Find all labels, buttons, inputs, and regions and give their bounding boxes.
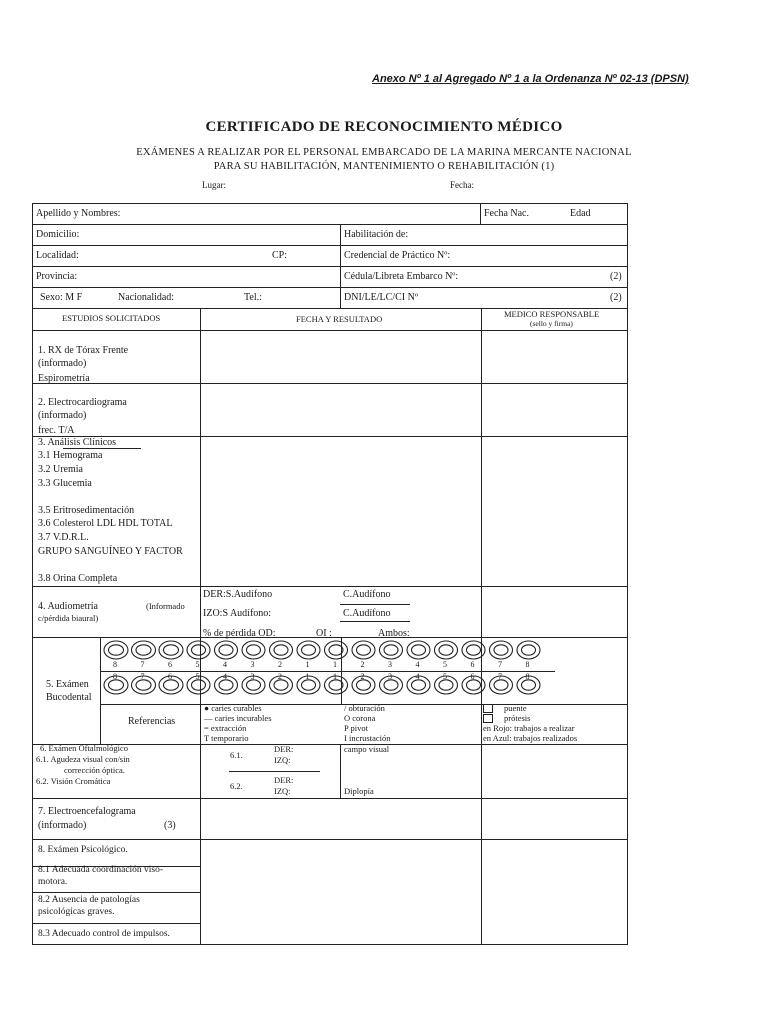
tooth-outline: [325, 641, 348, 659]
s6-campo-visual: campo visual: [344, 744, 390, 754]
localidad-label: Localidad:: [36, 250, 79, 261]
tooth-number: 4: [415, 660, 420, 669]
tooth-number: 4: [223, 660, 227, 669]
provincia-label: Provincia:: [36, 271, 78, 282]
tel-label: Tel.:: [244, 292, 262, 303]
s6-diplopia: Diplopía: [344, 786, 374, 796]
tooth-number: 5: [195, 672, 200, 681]
protesis-checkbox-icon: [484, 715, 493, 723]
tooth-outline: [215, 641, 238, 659]
tooth-inner: [439, 645, 453, 655]
tooth-outline: [352, 641, 375, 659]
tooth-inner: [412, 645, 426, 655]
tooth-inner: [274, 645, 288, 655]
ref-en-azul: en Azul: trabajos realizados: [483, 733, 578, 743]
ref-corona: O corona: [344, 713, 376, 723]
tooth-inner: [109, 645, 124, 655]
s4-c-audifono-2: C.Audífono: [343, 608, 391, 619]
s3-vdrl: 3.7 V.D.R.L.: [38, 532, 89, 543]
s4-ambos: Ambos:: [378, 628, 410, 639]
tooth-outline: [407, 641, 430, 659]
s4-izq-s-audifono: IZO:S Audífono:: [203, 608, 272, 619]
annex-reference: Anexo Nº 1 al Agregado Nº 1 a la Ordenanza Nº 02-13 (DPSN): [372, 73, 689, 85]
col-fecha-resultado-header: FECHA Y RESULTADO: [296, 314, 383, 324]
tooth-inner: [136, 645, 151, 655]
s4-der-s-audifono: DER:S.Audífono: [203, 589, 273, 600]
tooth-number: 2: [360, 660, 365, 669]
s3-glucemia: 3.3 Glucemia: [38, 478, 92, 489]
s7-informado: (informado): [38, 820, 87, 831]
tooth-number: 7: [140, 660, 145, 669]
tooth-outline: [187, 641, 210, 659]
tooth-outline: [297, 641, 320, 659]
s8-heading: 8. Exámen Psicológico.: [38, 845, 128, 855]
fecha-label: Fecha:: [450, 180, 474, 190]
tooth-inner: [384, 645, 398, 655]
tooth-number: 2: [278, 660, 282, 669]
s3-orina: 3.8 Orina Completa: [38, 573, 118, 584]
s8-motora: motora.: [38, 877, 68, 887]
s6-izq-1: IZQ:: [274, 755, 291, 765]
tooth-outline: [517, 641, 540, 659]
s7-electroencefalograma: 7. Electroencefalograma: [38, 806, 136, 817]
s1-espirometria: Espirometría: [38, 373, 90, 384]
tooth-inner: [302, 645, 316, 655]
s2-frec-ta: frec. T/A: [38, 425, 75, 436]
tooth-outline: [380, 641, 403, 659]
ref-pivot: P pivot: [344, 723, 369, 733]
s8-psicologicas-graves: psicológicas graves.: [38, 907, 115, 917]
s2-electrocardiograma: 2. Electrocardiograma: [38, 397, 127, 408]
mark-2-dni: (2): [610, 292, 622, 303]
col-medico-subheader: (sello y firma): [530, 319, 573, 328]
tooth-number: 6: [168, 672, 172, 681]
tooth-inner: [494, 645, 508, 655]
s6-heading: 6. Exámen Oftalmológico: [40, 743, 129, 753]
tooth-number: 6: [470, 672, 475, 681]
puente-checkbox-icon: [484, 705, 493, 713]
ref-temporario: T temporario: [204, 733, 249, 743]
tooth-number: 4: [415, 672, 420, 681]
tooth-outline: [270, 641, 293, 659]
tooth-outline: [132, 641, 156, 659]
s4-oi: OI :: [316, 628, 332, 639]
nacionalidad-label: Nacionalidad:: [118, 292, 175, 303]
tooth-outline: [490, 641, 513, 659]
tooth-outline: [104, 641, 128, 659]
tooth-number: 8: [525, 660, 530, 669]
tooth-inner: [467, 645, 481, 655]
s6-agudeza-visual: 6.1. Agudeza visual con/sin: [36, 754, 130, 764]
s1-informado: (informado): [38, 358, 87, 369]
tooth-number: 7: [498, 672, 502, 681]
tooth-number: 5: [443, 672, 447, 681]
tooth-number: 5: [443, 660, 447, 669]
tooth-inner: [164, 645, 179, 655]
ref-extraccion: = extracción: [204, 723, 247, 733]
tooth-outline: [242, 641, 265, 659]
s3-grupo-sanguineo: GRUPO SANGUÍNEO Y FACTOR: [38, 546, 183, 557]
s4-informado: (Informado: [146, 601, 185, 611]
ref-protesis: prótesis: [504, 713, 531, 723]
tooth-number: 8: [113, 672, 117, 681]
credencial-label: Credencial de Práctico Nº:: [344, 250, 451, 261]
s6-correccion-optica: corrección óptica.: [64, 765, 125, 775]
s6-num-6-2: 6.2.: [230, 781, 243, 791]
tooth-inner: [522, 645, 536, 655]
s6-der-2: DER:: [274, 775, 294, 785]
ref-incrustacion: I incrustación: [344, 733, 391, 743]
cedula-label: Cédula/Libreta Embarco Nº:: [344, 271, 459, 282]
page-title: CERTIFICADO DE RECONOCIMIENTO MÉDICO: [205, 119, 563, 135]
tooth-number: 3: [250, 660, 255, 669]
apellido-label: Apellido y Nombres:: [36, 208, 121, 219]
ref-caries-incurables: — caries incurables: [204, 713, 272, 723]
edad-label: Edad: [570, 208, 591, 219]
tooth-number: 8: [525, 672, 530, 681]
dni-label: DNI/LE/LC/CI Nº: [344, 292, 418, 303]
sexo-label: Sexo: M F: [40, 292, 83, 303]
tooth-number: 6: [168, 660, 172, 669]
ref-puente: puente: [504, 703, 527, 713]
ref-en-rojo: en Rojo: trabajos a realizar: [483, 723, 575, 733]
s6-der-1: DER:: [274, 744, 294, 754]
tooth-inner: [357, 645, 371, 655]
tooth-number: 1: [333, 672, 337, 681]
s6-vision-cromatica: 6.2. Visión Cromática: [36, 776, 111, 786]
tooth-number: 7: [498, 660, 502, 669]
col-estudios-header: ESTUDIOS SOLICITADOS: [62, 313, 161, 323]
s3-heading: 3. Análisis Clínicos: [38, 437, 117, 448]
s8-ausencia-patologias: 8.2 Ausencia de patologías: [38, 895, 140, 905]
fecha-nac-label: Fecha Nac.: [484, 208, 529, 219]
domicilio-label: Domicilio:: [36, 229, 80, 240]
s3-heading-underline: [63, 448, 141, 449]
s4-perdida-od: % de pérdida OD:: [203, 628, 276, 639]
mark-2-cedula: (2): [610, 271, 622, 282]
s4-c-audifono-1: C.Audífono: [343, 589, 391, 600]
s7-mark-3: (3): [164, 820, 176, 831]
tooth-number: 2: [360, 672, 365, 681]
s6-num-6-1: 6.1.: [230, 750, 243, 760]
tooth-number: 3: [388, 660, 392, 669]
tooth-number: 6: [470, 660, 475, 669]
tooth-number: 8: [113, 660, 117, 669]
s3-eritrosedimentacion: 3.5 Eritrosedimentación: [38, 505, 135, 516]
tooth-outline: [435, 641, 458, 659]
s5-bucodental: Bucodental: [46, 692, 92, 703]
tooth-inner: [329, 645, 343, 655]
s6-izq-2: IZQ:: [274, 786, 291, 796]
tooth-inner: [219, 645, 233, 655]
s5-examen: 5. Exámen: [46, 679, 89, 690]
s8-control-impulsos: 8.3 Adecuado control de impulsos.: [38, 929, 170, 939]
tooth-inner: [247, 645, 261, 655]
s8-coordinacion: 8.1 Adecuada coordinación viso-: [38, 865, 164, 875]
s2-informado: (informado): [38, 410, 87, 421]
tooth-outline: [159, 641, 183, 659]
tooth-number: 7: [140, 672, 145, 681]
cp-label: CP:: [272, 250, 288, 261]
s4-audiometria: 4. Audiometría: [38, 601, 98, 612]
tooth-number: 1: [305, 672, 310, 681]
tooth-number: 4: [223, 672, 227, 681]
s1-rx-torax: 1. RX de Tórax Frente: [38, 345, 129, 356]
tooth-number: 1: [305, 660, 310, 669]
habilitacion-label: Habilitación de:: [344, 229, 409, 240]
tooth-number: 2: [278, 672, 282, 681]
s4-perdida-biaural: c/pérdida biaural): [38, 613, 99, 623]
lugar-label: Lugar:: [202, 180, 226, 190]
s3-colesterol: 3.6 Colesterol LDL HDL TOTAL: [38, 518, 173, 529]
s3-hemograma: 3.1 Hemograma: [38, 450, 103, 461]
s3-uremia: 3.2 Uremia: [38, 464, 83, 475]
ref-obturacion: / obturación: [344, 703, 385, 713]
tooth-number: 5: [195, 660, 200, 669]
ref-caries-curables: ● caries curables: [204, 703, 262, 713]
tooth-number: 3: [250, 672, 255, 681]
col-medico-header: MEDICO RESPONSABLE: [504, 309, 600, 319]
tooth-number: 1: [333, 660, 337, 669]
s5-referencias: Referencias: [128, 716, 176, 727]
subtitle-line-2: PARA SU HABILITACIÓN, MANTENIMIENTO O REHABILITACIÓN (1): [213, 161, 555, 172]
tooth-inner: [192, 645, 206, 655]
subtitle-line-1: EXÁMENES A REALIZAR POR EL PERSONAL EMBARCADO DE LA MARINA MERCANTE NACIONAL: [136, 147, 632, 158]
tooth-number: 3: [388, 672, 392, 681]
